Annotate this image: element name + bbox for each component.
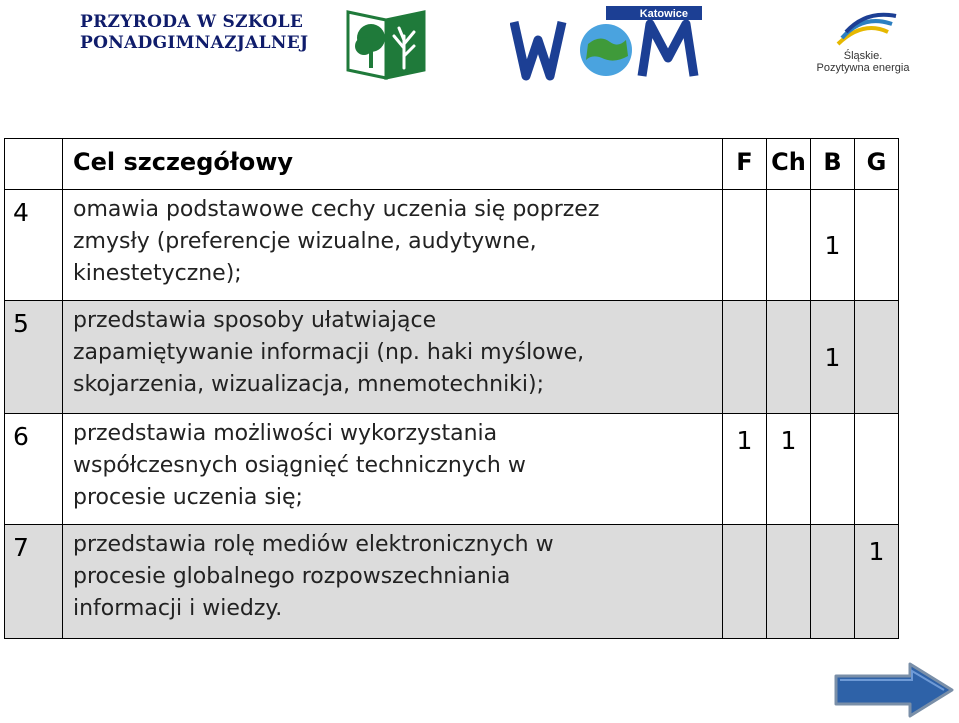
curriculum-table [4, 138, 899, 639]
row-goal-line: procesie globalnego rozpowszechniania [73, 564, 511, 589]
row-goal-line: zmysły (preferencje wizualne, audytywne, [73, 229, 537, 254]
row-goal-line: zapamiętywanie informacji (np. haki myślowe, [73, 340, 585, 365]
row-goal-line: informacji i wiedzy. [73, 596, 283, 621]
header-number-cell [5, 139, 63, 190]
header-title-line1: PRZYRODA W SZKOLE [80, 12, 304, 32]
header-title-line2: PONADGIMNAZJALNEJ [80, 33, 309, 53]
row-number: 7 [5, 525, 63, 639]
row-number: 6 [5, 414, 63, 525]
row-goal-text [63, 414, 723, 525]
row-goal-line: przedstawia rolę mediów elektronicznych w [73, 532, 554, 557]
row-goal-line: kinestetyczne); [73, 261, 242, 286]
mark-f: 1 [723, 414, 767, 525]
mark-b [811, 525, 855, 639]
mark-f [723, 190, 767, 301]
row-number: 5 [5, 301, 63, 414]
row-goal-text [63, 190, 723, 301]
mark-ch [767, 301, 811, 414]
mark-ch [767, 525, 811, 639]
header-col-b: B [811, 139, 855, 190]
mark-b [811, 414, 855, 525]
table-header-row [5, 139, 899, 190]
mark-f [723, 301, 767, 414]
row-goal-line: omawia podstawowe cechy uczenia się poprzez [73, 197, 600, 222]
row-goal-line: procesie uczenia się; [73, 485, 303, 510]
next-arrow-icon[interactable] [832, 662, 956, 718]
wom-logo-city: Katowice [639, 8, 688, 20]
row-goal-line: przedstawia sposoby ułatwiające [73, 308, 437, 333]
header-goal: Cel szczegółowy [63, 139, 723, 190]
mark-ch: 1 [767, 414, 811, 525]
row-goal-line: przedstawia możliwości wykorzystania [73, 421, 498, 446]
mark-f [723, 525, 767, 639]
mark-g [855, 190, 899, 301]
mark-g: 1 [855, 525, 899, 639]
row-goal-text [63, 301, 723, 414]
slask-logo-name: Śląskie. [843, 50, 883, 62]
table-row [5, 301, 899, 414]
slask-logo-tagline: Pozytywna energia [816, 62, 910, 74]
header-title [80, 12, 308, 54]
mark-b: 1 [811, 301, 855, 414]
wom-globe-logo [510, 4, 702, 82]
header-col-ch: Ch [767, 139, 811, 190]
row-goal-line: współczesnych osiągnięć technicznych w [73, 453, 526, 478]
slask-logo [808, 10, 918, 72]
row-goal-line: skojarzenia, wizualizacja, mnemotechniki); [73, 372, 545, 397]
tree-book-logo [344, 6, 428, 80]
slask-waves-logo [808, 10, 918, 50]
header-col-f: F [723, 139, 767, 190]
table-row [5, 525, 899, 639]
mark-b: 1 [811, 190, 855, 301]
row-goal-text [63, 525, 723, 639]
mark-g [855, 301, 899, 414]
table-row [5, 414, 899, 525]
header-col-g: G [855, 139, 899, 190]
wom-logo [510, 4, 702, 82]
mark-ch [767, 190, 811, 301]
table-row [5, 190, 899, 301]
row-number: 4 [5, 190, 63, 301]
mark-g [855, 414, 899, 525]
